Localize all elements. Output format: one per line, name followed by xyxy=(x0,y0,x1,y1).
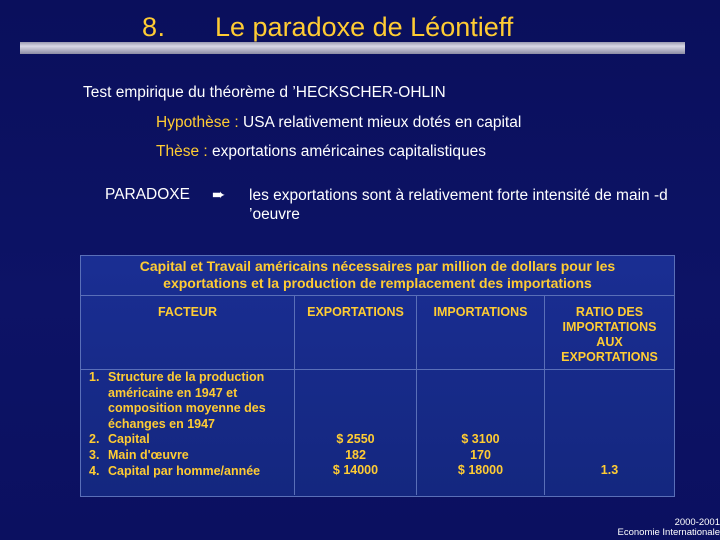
title-rule-bar xyxy=(20,42,685,54)
value-cell: $ 18000 xyxy=(457,463,504,478)
table-title-line2: exportations et la production de remplacement des importations xyxy=(163,275,592,291)
facteur-label-line: américaine en 1947 et xyxy=(108,385,238,400)
value-cell: 182 xyxy=(345,447,366,462)
header-ratio-line: IMPORTATIONS xyxy=(562,320,657,334)
hypothese-label: Hypothèse : xyxy=(156,114,239,131)
facteur-label-line: échanges en 1947 xyxy=(108,416,216,431)
footer-year: 2000-2001 xyxy=(674,517,720,528)
facteur-num: 2. xyxy=(89,432,100,447)
these-line xyxy=(156,143,486,161)
facteur-item xyxy=(89,432,289,448)
slide-number: 8. xyxy=(142,12,166,42)
facteur-list xyxy=(89,370,289,479)
facteur-label: Capital xyxy=(108,432,150,447)
these-label: Thèse : xyxy=(156,143,208,160)
table-title xyxy=(81,258,674,292)
value-cell: $ 2550 xyxy=(336,432,375,446)
facteur-label-line: composition moyenne des xyxy=(108,401,266,416)
these-text: exportations américaines capitalistiques xyxy=(207,143,486,160)
facteur-item xyxy=(89,448,289,464)
facteur-label-line: Structure de la production xyxy=(108,370,265,384)
table-divider xyxy=(81,295,674,296)
header-exportations: EXPORTATIONS xyxy=(307,305,404,319)
hypothese-text: USA relativement mieux dotés en capital xyxy=(238,114,522,131)
value-cell: $ 14000 xyxy=(332,463,379,478)
facteur-label: Main d'œuvre xyxy=(108,447,189,462)
header-ratio-line: AUX xyxy=(596,335,623,349)
ratio-value: 1.3 xyxy=(600,463,619,477)
facteur-item xyxy=(89,464,289,480)
header-ratio xyxy=(545,305,674,365)
footer-course: Economie Internationale xyxy=(617,527,720,538)
importations-values xyxy=(417,432,544,479)
facteur-num: 1. xyxy=(89,370,100,384)
value-cell: 170 xyxy=(470,447,491,462)
header-ratio-line: RATIO DES xyxy=(575,305,644,319)
facteur-label xyxy=(108,370,266,432)
header-facteur: FACTEUR xyxy=(157,305,218,319)
leontief-table xyxy=(80,255,675,497)
facteur-num: 4. xyxy=(89,463,100,478)
header-ratio-line: EXPORTATIONS xyxy=(561,350,658,364)
paradoxe-text: les exportations sont à relativement forte intensité de main -d ’oeuvre xyxy=(249,187,668,223)
header-importations: IMPORTATIONS xyxy=(433,305,528,319)
table-title-line1: Capital et Travail américains nécessaires par million de dollars pour les xyxy=(139,258,616,274)
footer xyxy=(618,518,720,538)
intro-line: Test empirique du théorème d ’HECKSCHER-OHLIN xyxy=(83,84,446,101)
facteur-num: 3. xyxy=(89,447,100,462)
slide-title: Le paradoxe de Léontieff xyxy=(215,12,514,42)
exportations-values xyxy=(295,432,416,479)
facteur-item xyxy=(89,370,289,432)
paradoxe-label: PARADOXE xyxy=(105,186,190,203)
arrow-right-icon: ➨ xyxy=(212,187,226,204)
facteur-label: Capital par homme/année xyxy=(108,463,261,478)
hypothese-line xyxy=(156,114,521,132)
value-cell: $ 3100 xyxy=(461,432,500,446)
